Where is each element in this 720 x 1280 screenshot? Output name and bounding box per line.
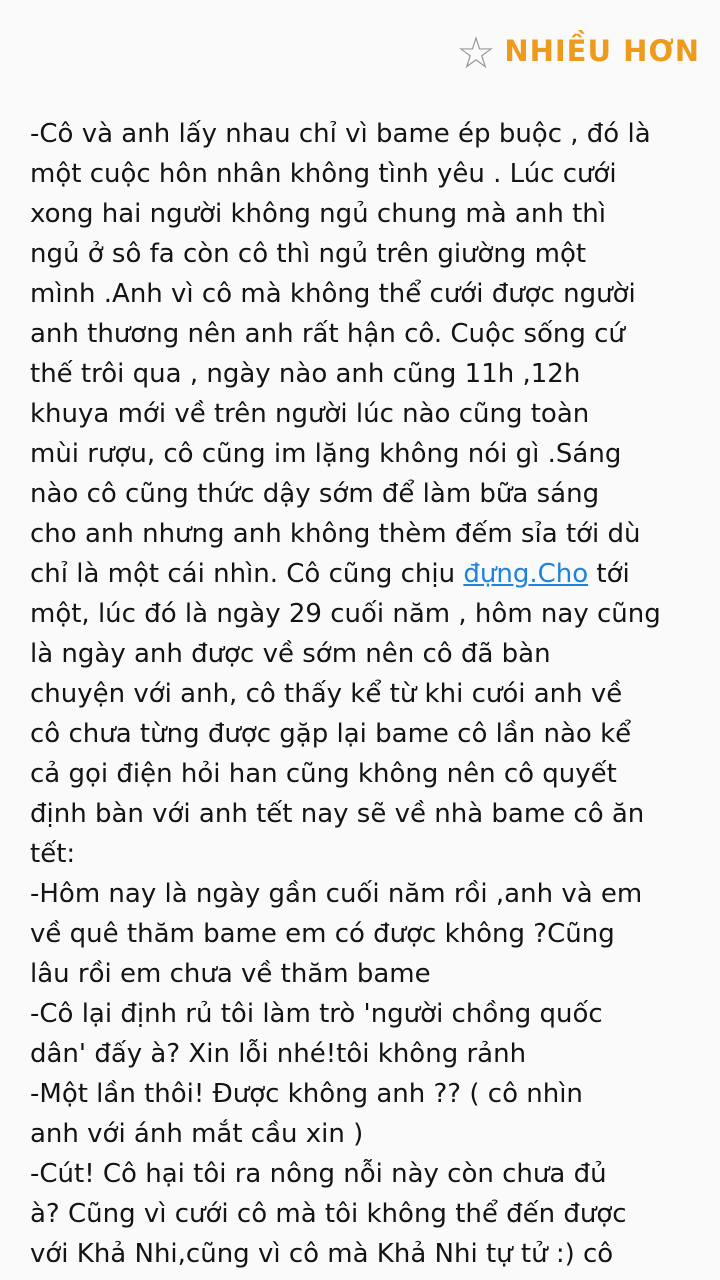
text-line	[30, 794, 694, 834]
text-segment: cả gọi điện hỏi han cũng không nên cô quyết	[30, 759, 617, 789]
text-line	[30, 514, 694, 554]
text-line	[30, 1194, 694, 1234]
text-line	[30, 1154, 694, 1194]
inline-link[interactable]: đựng.Cho	[463, 559, 589, 589]
text-segment: một, lúc đó là ngày 29 cuối năm , hôm nay cũng	[30, 599, 661, 629]
text-segment: chuyện với anh, cô thấy kể từ khi cưói anh về	[30, 679, 623, 709]
top-bar	[0, 0, 720, 112]
text-segment: thế trôi qua , ngày nào anh cũng 11h ,12h	[30, 359, 581, 389]
text-line	[30, 474, 694, 514]
text-line	[30, 434, 694, 474]
text-line	[30, 1034, 694, 1074]
text-segment: anh với ánh mắt cầu xin )	[30, 1119, 364, 1149]
text-segment: cho anh nhưng anh không thèm đếm sỉa tới dù	[30, 519, 641, 549]
text-line	[30, 994, 694, 1034]
text-segment: -Cô lại định rủ tôi làm trò 'người chồng quốc	[30, 999, 603, 1029]
text-line	[30, 234, 694, 274]
text-line	[30, 554, 694, 594]
text-segment: mình .Anh vì cô mà không thể cưới được người	[30, 279, 636, 309]
text-segment: dân' đấy à? Xin lỗi nhé!tôi không rảnh	[30, 1039, 527, 1069]
text-segment: -Hôm nay là ngày gần cuối năm rồi ,anh và em	[30, 879, 643, 909]
text-segment: -Cút! Cô hại tôi ra nông nỗi này còn chưa đủ	[30, 1159, 607, 1189]
text-line	[30, 914, 694, 954]
text-segment: ngủ ở sô fa còn cô thì ngủ trên giường một	[30, 239, 587, 269]
text-line	[30, 874, 694, 914]
text-line	[30, 634, 694, 674]
text-segment: nào cô cũng thức dậy sớm để làm bữa sáng	[30, 479, 600, 509]
text-line	[30, 594, 694, 634]
text-segment: tết:	[30, 839, 76, 869]
text-segment: -Cô và anh lấy nhau chỉ vì bame ép buộc , đó là	[30, 119, 651, 149]
text-line	[30, 354, 694, 394]
text-segment: mùi rượu, cô cũng im lặng không nói gì .Sáng	[30, 439, 622, 469]
text-segment: lâu rồi em chưa về thăm bame	[30, 959, 431, 989]
text-segment: là ngày anh được về sớm nên cô đã bàn	[30, 639, 551, 669]
text-line	[30, 114, 694, 154]
text-line	[30, 194, 694, 234]
text-line	[30, 954, 694, 994]
text-line	[30, 674, 694, 714]
text-line	[30, 394, 694, 434]
text-line	[30, 314, 694, 354]
story-text	[0, 114, 720, 1280]
text-segment: về quê thăm bame em có được không ?Cũng	[30, 919, 615, 949]
text-segment: với Khả Nhi,cũng vì cô mà Khả Nhi tự tử :) cô	[30, 1239, 614, 1269]
text-line	[30, 714, 694, 754]
text-line	[30, 834, 694, 874]
text-segment: tới	[588, 559, 630, 589]
text-segment: cô chưa từng được gặp lại bame cô lần nào kể	[30, 719, 632, 749]
text-line	[30, 154, 694, 194]
text-segment: -Một lần thôi! Được không anh ?? ( cô nhìn	[30, 1079, 583, 1109]
text-segment: anh thương nên anh rất hận cô. Cuộc sống cứ	[30, 319, 625, 349]
favorite-star-icon[interactable]: ☆	[448, 26, 504, 82]
text-line	[30, 1074, 694, 1114]
text-line	[30, 754, 694, 794]
text-segment: một cuộc hôn nhân không tình yêu . Lúc cưới	[30, 159, 617, 189]
more-button[interactable]: NHIỀU HƠN	[504, 34, 700, 68]
text-segment: chỉ là một cái nhìn. Cô cũng chịu	[30, 559, 464, 589]
text-line	[30, 274, 694, 314]
text-segment: à? Cũng vì cưới cô mà tôi không thể đến được	[30, 1199, 627, 1229]
text-segment: định bàn với anh tết nay sẽ về nhà bame cô ăn	[30, 799, 645, 829]
text-line	[30, 1234, 694, 1274]
text-line	[30, 1114, 694, 1154]
text-segment: xong hai người không ngủ chung mà anh thì	[30, 199, 606, 229]
text-segment: khuya mới về trên người lúc nào cũng toàn	[30, 399, 590, 429]
